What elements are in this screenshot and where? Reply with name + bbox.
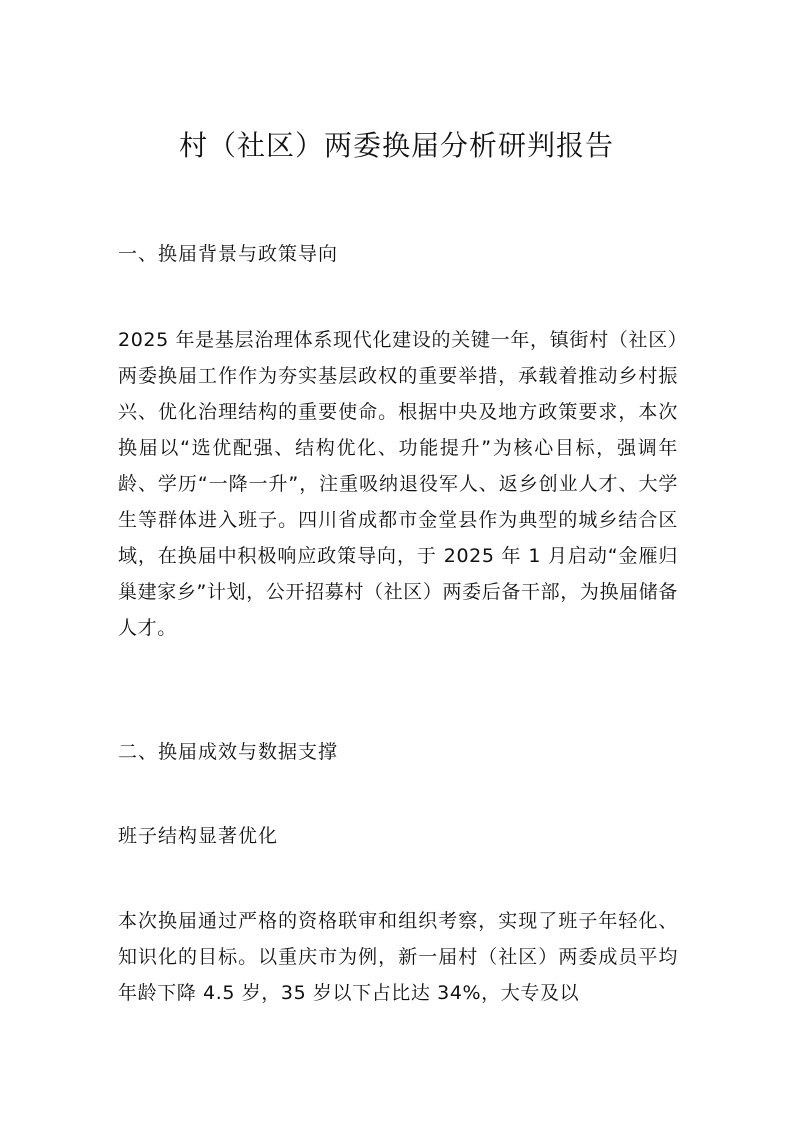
section-2-heading: 二、换届成效与数据支撑	[118, 741, 339, 763]
document-title: 村（社区）两委换届分析研判报告	[178, 129, 614, 162]
section-2-subheading: 班子结构显著优化	[118, 825, 279, 847]
section-1-heading: 一、换届背景与政策导向	[118, 243, 339, 265]
section-2-paragraph: 本次换届通过严格的资格联审和组织考察，实现了班子年轻化、知识化的目标。以重庆市为例，新一届村（社区）两委成员平均年龄下降 4.5 岁，35 岁以下占比达 34%，大专及以	[118, 910, 678, 1004]
section-1-paragraph: 2025 年是基层治理体系现代化建设的关键一年，镇街村（社区）两委换届工作作为夯实基层政权的重要举措，承载着推动乡村振兴、优化治理结构的重要使命。根据中央及地方政策要求，本次换届以“选优配强、结构优化、功能提升”为核心目标，强调年龄、学历“一降一升”，注重吸纳退役军人、返乡创业人才、大学生等群体进入班子。四川省成都市金堂县作为典型的城乡结合区域，在换届中积极响应政策导向，于 2025 年 1 月启动“金雁归巢建家乡”计划，公开招募村（社区）两委后备干部，为换届储备人才。	[118, 329, 678, 639]
